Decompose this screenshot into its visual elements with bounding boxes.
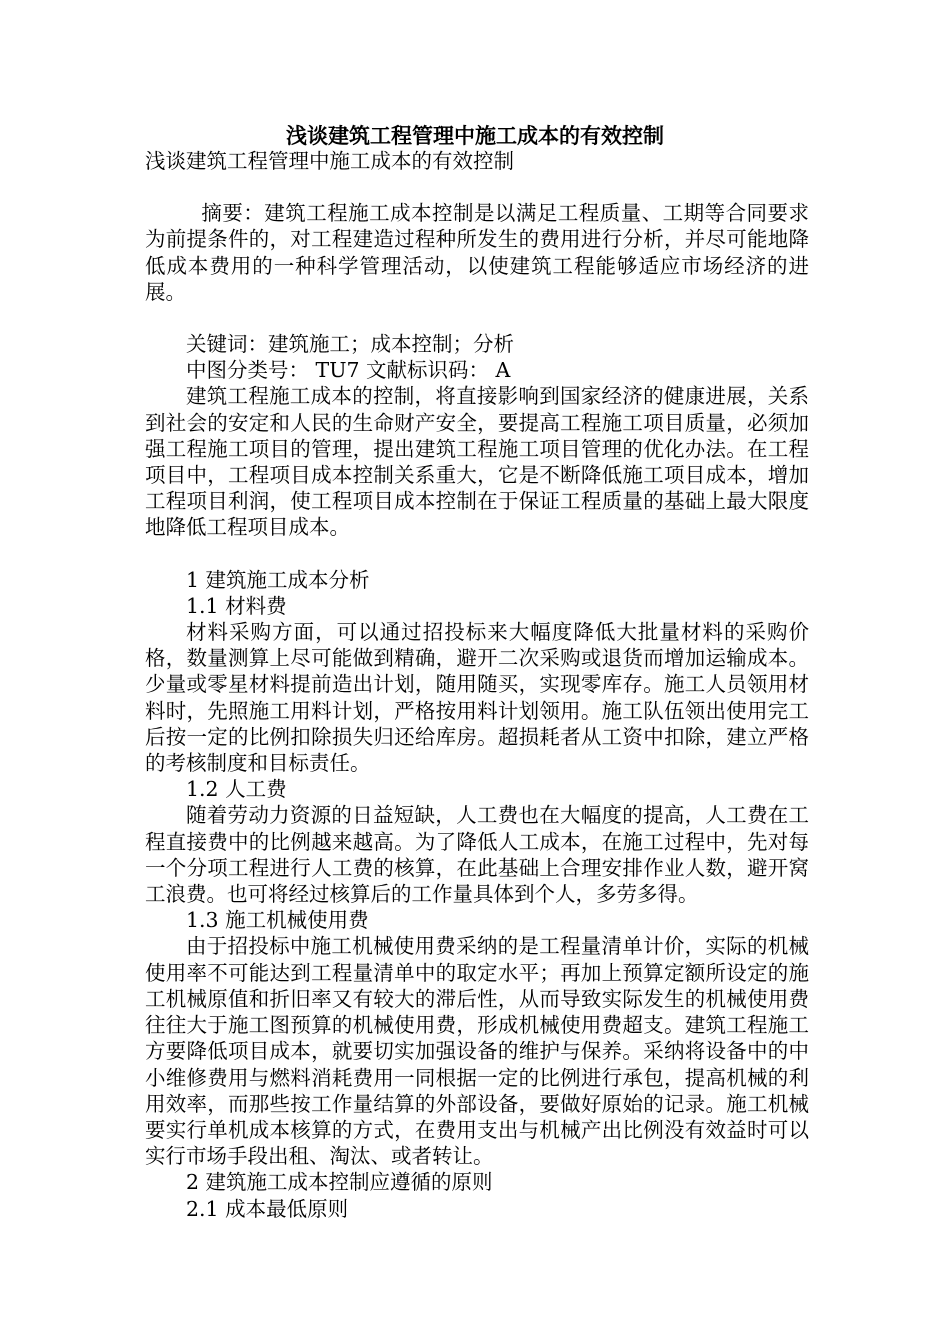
classification-line: 中图分类号： TU7 文献标识码： A (186, 358, 511, 383)
subsection-heading-2-1: 2.1 成本最低原则 (186, 1196, 349, 1221)
spacer (145, 541, 809, 567)
subsection-body-1-3: 由于招投标中施工机械使用费采纳的是工程量清单计价，实际的机械使用率不可能达到工程量清单中的取定水平；再加上预算定额所设定的施工机械原值和折旧率又有较大的滞后性，从而导致实际发生的机械使用费往往大于施工图预算的机械使用费，形成机械使用费超支。建筑工程施工方要降低项目成本，就要切实加强设备的维护与保养。采纳将设备中的中小维修费用与燃料消耗费用一同根据一定的比例进行承包，提高机械的利用效率，而那些按工作量结算的外部设备，要做好原始的记录。施工机械要实行单机成本核算的方式，在费用支出与机械产出比例没有效益时可以实行市场手段出租、淘汰、或者转让。 (145, 934, 809, 1169)
subsection-body-1-2: 随着劳动力资源的日益短缺，人工费也在大幅度的提高，人工费在工程直接费中的比例越来越高。为了降低人工成本，在施工过程中，先对每一个分项工程进行人工费的核算，在此基础上合理安排作业人数，避开窝工浪费。也可将经过核算后的工作量具体到个人，多劳多得。 (145, 803, 809, 907)
section-heading-1: 1 建筑施工成本分析 (186, 567, 370, 592)
intro-paragraph: 建筑工程施工成本的控制，将直接影响到国家经济的健康进展，关系到社会的安定和人民的生命财产安全，要提高工程施工项目质量，必须加强工程施工项目的管理，提出建筑工程施工项目管理的优化办法。在工程项目中，工程项目成本控制关系重大，它是不断降低施工项目成本，增加工程项目利润，使工程项目成本控制在于保证工程质量的基础上最大限度地降低工程项目成本。 (145, 384, 809, 540)
section-heading-2: 2 建筑施工成本控制应遵循的原则 (186, 1170, 493, 1195)
keywords-line: 关键词：建筑施工；成本控制；分析 (186, 332, 514, 357)
subsection-heading-1-2: 1.2 人工费 (186, 777, 287, 802)
spacer (145, 174, 809, 200)
subsection-heading-1-3: 1.3 施工机械使用费 (186, 908, 369, 933)
document-title: 浅谈建筑工程管理中施工成本的有效控制 (286, 124, 664, 148)
spacer (145, 305, 809, 331)
abstract-paragraph: 摘要：建筑工程施工成本控制是以满足工程质量、工期等合同要求为前提条件的，对工程建造过程种所发生的费用进行分析，并尽可能地降低成本费用的一种科学管理活动，以使建筑工程能够适应市场经济的进展。 (145, 201, 809, 304)
document-subtitle: 浅谈建筑工程管理中施工成本的有效控制 (145, 149, 514, 173)
subsection-body-1-1: 材料采购方面，可以通过招投标来大幅度降低大批量材料的采购价格，数量测算上尽可能做到精确，避开二次采购或退货而增加运输成本。少量或零星材料提前造出计划，随用随买，实现零库存。施工人员领用材料时，先照施工用料计划，严格按用料计划领用。施工队伍领出使用完工后按一定的比例扣除损失归还给库房。超损耗者从工资中扣除，建立严格的考核制度和目标责任。 (145, 620, 809, 776)
subsection-heading-1-1: 1.1 材料费 (186, 593, 287, 618)
document-body (145, 148, 809, 1222)
